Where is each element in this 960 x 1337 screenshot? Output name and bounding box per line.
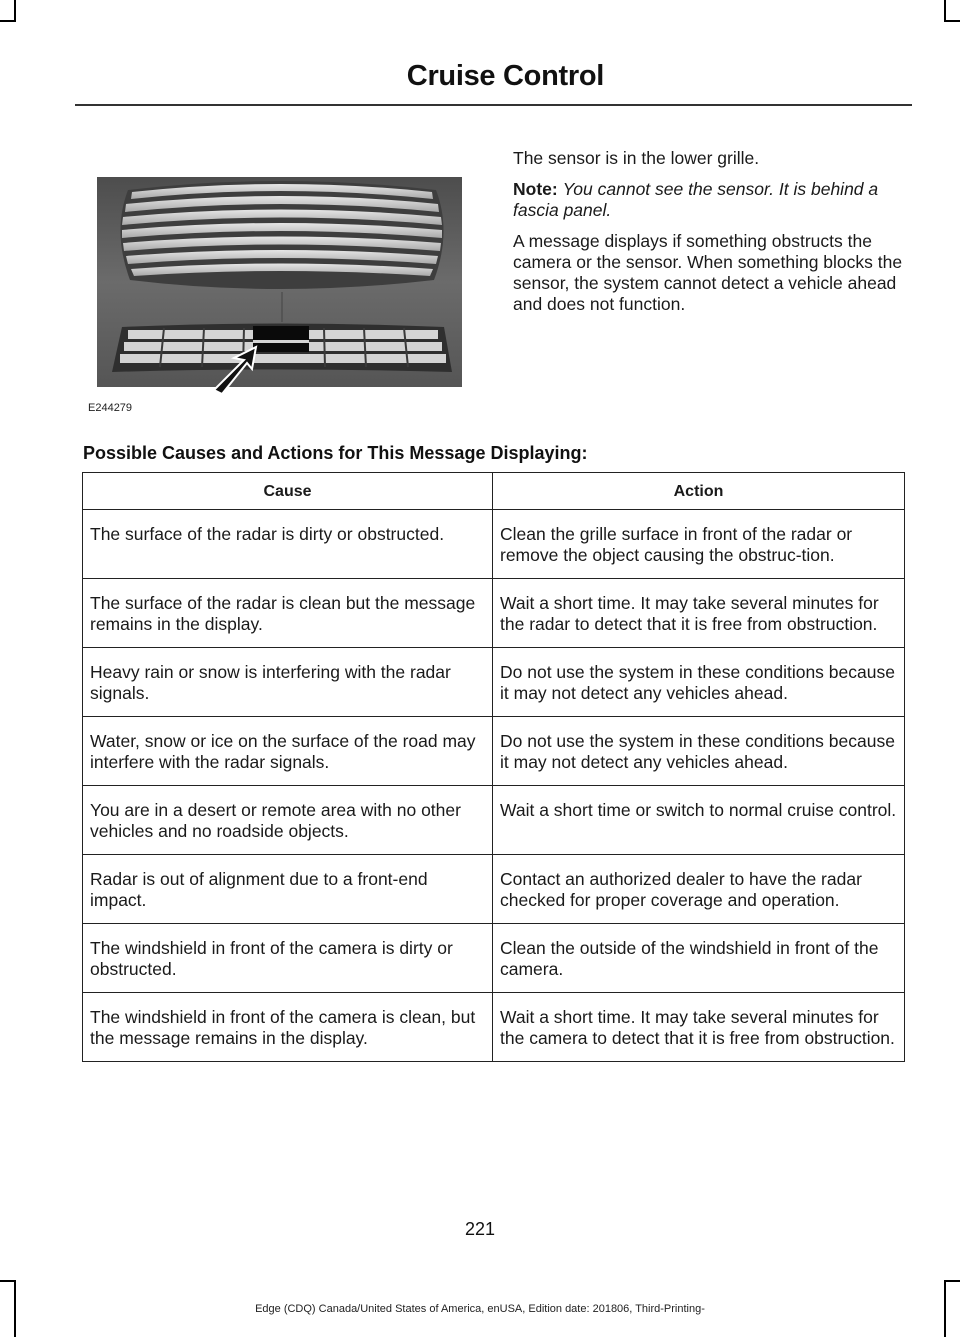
table-row <box>83 924 905 993</box>
cause-cell: The surface of the radar is clean but the message remains in the display. <box>83 579 493 648</box>
action-cell: Clean the grille surface in front of the radar or remove the object causing the obstruc-tion. <box>493 510 905 579</box>
table-row <box>83 717 905 786</box>
cause-cell: Radar is out of alignment due to a front-end impact. <box>83 855 493 924</box>
action-cell: Wait a short time or switch to normal cruise control. <box>493 786 905 855</box>
grille-sensor-illustration <box>84 162 478 420</box>
column-header-cause: Cause <box>83 473 493 510</box>
figure-code: E244279 <box>88 402 133 414</box>
cause-cell: The surface of the radar is dirty or obstructed. <box>83 510 493 579</box>
action-cell: Wait a short time. It may take several minutes for the radar to detect that it is free from obstruction. <box>493 579 905 648</box>
crop-mark-top-left-h <box>0 20 16 22</box>
page-title: Cruise Control <box>406 60 604 92</box>
page-number: 221 <box>464 1219 496 1239</box>
table-row <box>83 993 905 1062</box>
crop-mark-top-right-v <box>944 0 946 22</box>
crop-mark-top-left-v <box>14 0 16 22</box>
table-row <box>83 786 905 855</box>
action-cell: Clean the outside of the windshield in front of the camera. <box>493 924 905 993</box>
intro-paragraph-message: A message displays if something obstructs the camera or the sensor. When something blocks the sensor, the system cannot detect a vehicle ahead and does not function. <box>513 231 903 314</box>
column-header-action: Action <box>493 473 905 510</box>
table-row <box>83 855 905 924</box>
cause-cell: Heavy rain or snow is interfering with the radar signals. <box>83 648 493 717</box>
crop-mark-top-right-h <box>944 20 960 22</box>
note-label: Note: <box>513 179 558 199</box>
action-cell: Wait a short time. It may take several minutes for the camera to detect that it is free from obstruction. <box>493 993 905 1062</box>
note-text: You cannot see the sensor. It is behind a fascia panel. <box>513 179 879 220</box>
section-heading: Possible Causes and Actions for This Message Displaying: <box>83 443 588 463</box>
table-header-row <box>83 473 905 510</box>
action-cell: Do not use the system in these conditions because it may not detect any vehicles ahead. <box>493 648 905 717</box>
grille-image <box>84 162 478 420</box>
crop-mark-bottom-right-h <box>944 1280 960 1282</box>
table-row <box>83 579 905 648</box>
table-row <box>83 510 905 579</box>
intro-text <box>513 148 908 325</box>
cause-cell: The windshield in front of the camera is clean, but the message remains in the display. <box>83 993 493 1062</box>
action-cell: Contact an authorized dealer to have the radar checked for proper coverage and operation. <box>493 855 905 924</box>
cause-cell: The windshield in front of the camera is dirty or obstructed. <box>83 924 493 993</box>
intro-paragraph-sensor-location: The sensor is in the lower grille. <box>513 148 760 168</box>
header-divider <box>75 104 912 106</box>
cause-cell: Water, snow or ice on the surface of the road may interfere with the radar signals. <box>83 717 493 786</box>
causes-actions-table <box>82 472 905 1062</box>
action-cell: Do not use the system in these conditions because it may not detect any vehicles ahead. <box>493 717 905 786</box>
table-row <box>83 648 905 717</box>
crop-mark-bottom-left-h <box>0 1280 16 1282</box>
cause-cell: You are in a desert or remote area with no other vehicles and no roadside objects. <box>83 786 493 855</box>
note-paragraph <box>513 179 908 221</box>
edition-footer: Edge (CDQ) Canada/United States of America, enUSA, Edition date: 201806, Third-Printing- <box>255 1303 705 1315</box>
